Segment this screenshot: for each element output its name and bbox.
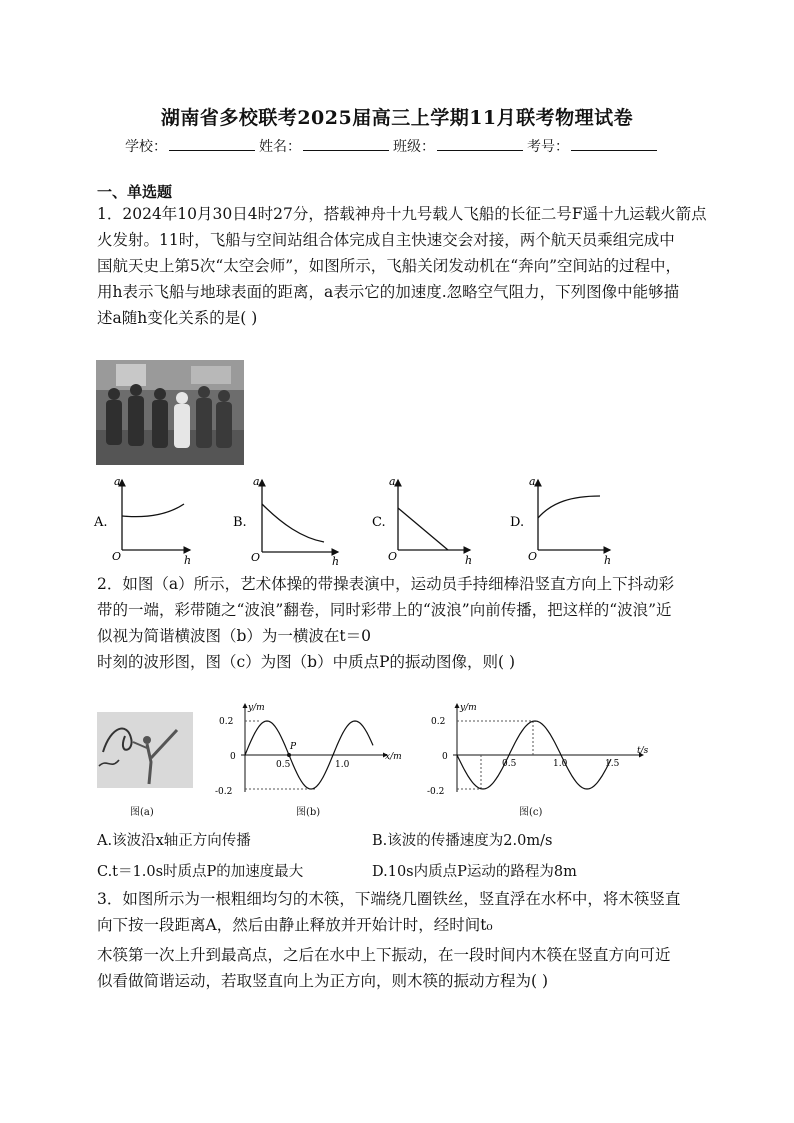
q3-line: 木筷第一次上升到最高点，之后在水中上下振动，在一段时间内木筷在竖直方向可近 [97,946,671,964]
q1-line: 述a随h变化关系的是( ) [97,309,258,327]
axis-a-label: a [389,475,396,488]
class-label: 班级： [393,139,435,155]
q1-line: 火发射。11时，飞船与空间站组合体完成自主快速交会对接，两个航天员乘组完成中 [97,231,675,249]
gymnast-photo [97,712,193,788]
q3-line: 3．如图所示为一根粗细均匀的木筷，下端绕几圈铁丝，竖直浮在水杯中，将木筷竖直 [97,890,681,908]
q2-option-a: A.该波沿x轴正方向传播 [97,833,251,849]
axis-a-label: a [114,475,121,488]
q2-option-d: D.10s内质点P运动的路程为8m [372,864,577,880]
option-a-label: A. [94,515,108,530]
q2-option-c: C.t＝1.0s时质点P的加速度最大 [97,864,304,880]
astronauts-photo [96,360,244,465]
option-d-graph [510,475,611,567]
fig-b-tick-x: 0.5 [276,760,291,770]
vibration-graph-c [425,700,655,815]
fig-b-xlabel: x/m [385,752,402,762]
q2-line: 似视为简谐横波图（b）为一横波在t＝0 [97,627,372,645]
fig-c-caption: 图(c) [519,807,543,818]
option-b-label: B. [233,515,247,530]
q3-line: 向下按一段距离A，然后由静止释放并开始计时，经时间t₀ [97,916,493,934]
q2-line: 2．如图（a）所示，艺术体操的带操表演中，运动员手持细棒沿竖直方向上下抖动彩 [97,575,675,593]
fig-c-tick-x: 1.5 [605,759,620,769]
fig-b-caption: 图(b) [296,807,321,818]
axis-h-label: h [465,554,473,567]
option-b-graph [233,475,339,567]
fig-b-tick-y: -0.2 [215,787,233,797]
fig-b-ylabel: y/m [248,703,265,713]
fig-c-tick-y: 0.2 [431,717,446,727]
name-blank [303,136,389,151]
fig-b-tick-x: 1.0 [335,760,350,770]
q3-line: 似看做简谐运动，若取竖直向上为正方向，则木筷的振动方程为( ) [97,972,549,990]
fig-c-ylabel: y/m [460,703,477,713]
q2-line: 带的一端，彩带随之“波浪”翻卷，同时彩带上的“波浪”向前传播，把这样的“波浪”近 [97,601,672,619]
q2-option-b: B.该波的传播速度为2.0m/s [372,833,553,849]
axis-a-label: a [253,475,260,488]
exam-no-blank [571,136,657,151]
section-heading: 一、单选题 [97,183,173,201]
q1-options-graphs [92,472,702,567]
student-info-row [125,136,661,156]
origin-label: O [528,550,538,563]
q1-line: 1．2024年10月30日4时27分，搭载神舟十九号载人飞船的长征二号F遥十九运载火箭点 [97,205,707,223]
q2-stem [97,571,702,675]
fig-b-tick-y: 0.2 [219,717,234,727]
axis-h-label: h [184,554,192,567]
fig-c-tick-y: -0.2 [427,787,445,797]
exam-no-label: 考号： [527,139,569,155]
fig-c-xlabel: t/s [637,746,649,756]
school-label: 学校： [125,139,167,155]
option-c-label: C. [372,515,386,530]
q1-stem [97,201,707,331]
name-label: 姓名： [259,139,301,155]
fig-a-caption: 图(a) [130,807,154,818]
fig-c-tick-x: 1.0 [553,759,568,769]
fig-c-tick-y: 0 [442,752,448,762]
wave-graph-b [205,700,410,815]
axis-h-label: h [604,554,612,567]
axis-h-label: h [332,555,340,567]
q3-stem [97,886,702,994]
fig-b-tick-y: 0 [230,752,236,762]
option-c-graph [372,475,472,567]
origin-label: O [112,550,122,563]
q1-line: 用h表示飞船与地球表面的距离，a表示它的加速度.忽略空气阻力，下列图像中能够描 [97,283,680,301]
class-blank [437,136,523,151]
option-a-graph [93,475,191,567]
point-p-label: P [290,742,297,752]
axis-a-label: a [529,475,536,488]
option-d-label: D. [510,515,525,530]
fig-c-tick-x: 0.5 [502,759,517,769]
q2-line: 时刻的波形图，图（c）为图（b）中质点P的振动图像，则( ) [97,653,516,671]
school-blank [169,136,255,151]
q1-line: 国航天史上第5次“太空会师”，如图所示，飞船关闭发动机在“奔向”空间站的过程中， [97,257,682,275]
origin-label: O [251,551,261,564]
page-title: 湖南省多校联考2025届高三上学期11月联考物理试卷 [160,107,634,129]
origin-label: O [388,550,398,563]
